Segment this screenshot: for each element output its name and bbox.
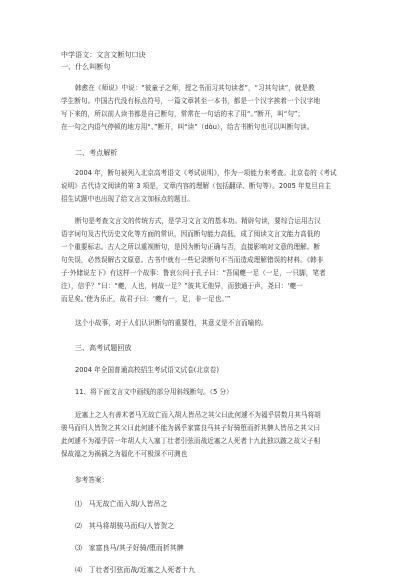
passage-line: 近塞上之人有善术者马无故亡而入胡人皆吊之其父曰此何遽不为福乎居数月其马将胡 [75,411,321,419]
section-1-line: 写下来的，所以前人读书都是自己断句，常常在一句话的末了用“。”断开，叫“句”； [61,110,305,118]
section-1-line: 韩愈在《师说》中说：“彼童子之师，授之书而习其句读者”，“习其句读”，就是教 [75,84,315,92]
document-title: 中学语文：文言文断句口诀 [61,51,146,59]
passage-line: 保故福之为祸祸之为福化不可极深不可测也 [61,450,188,458]
answer-item [75,544,184,553]
answer-item [75,566,195,575]
section-2-para-1-line: 说明》古代诗文阅读的第 3 项是，文章内容的理解（包括翻译、断句等）。2005 年复旦自主 [61,182,332,190]
exam-question: 11、将下面文言文中画线的部分用斜线断句。（5 分） [75,388,233,396]
exam-title: 2004 年全国普通高校招生考试语文试卷(北京卷) [75,366,219,374]
answer-number: ⑴ [75,500,82,508]
section-1-line: 学生断句。中国古代没有标点符号，一篇文章甚至一本书，都是一个汉字挨着一个汉字地 [61,97,321,105]
answer-text: 家富良马/其子好骑/堕而折其髀 [88,544,184,552]
answer-text: 其马将胡骏马而归/人皆贺之 [88,522,175,530]
section-2-para-1-line: 2004 年，断句被列入北京高考语文《考试说明》，作为一项能力来考查。北京卷的《考试 [75,169,337,177]
section-2-para-2-line: 断句是考查文言文的传统方式，是学习文言文的基本功。精辟句读，要综合运用古汉 [75,217,321,225]
section-1-heading: 一、什么叫断句 [61,63,111,71]
answer-text: 马无故亡而入胡/人皆吊之 [88,500,168,508]
section-2-para-2-line: 句失误，必然误解古文原意。古书中就有一些记录断句不当而造成理解错误的材料。《韩非 [61,256,324,264]
section-3-heading: 三、高考试题回放 [75,344,132,352]
section-2-para-2-line: 子·外储说左下》有这样一个故事：鲁哀公问于孔子曰：“吾闻夔一足（一足，一只脚，笔者 [61,269,326,277]
answer-text: 丁壮者引弦而战/近塞之人死者十九 [88,566,196,574]
section-2-para-2-line: 而足矣。’使为乐正，故君子曰：‘夔有一，足，非一足也。’” [61,295,231,303]
answer-number: ⑵ [75,522,82,530]
section-2-heading: 二、考点解析 [75,149,118,157]
section-2-para-1-line: 招生试题中也出现了给文言文加标点的题目。 [61,195,194,203]
section-1-line: 在一句之内语气停顿的地方用“、”断开，叫“读”（dòu），给古书断句也可以叫断句读。 [61,123,314,131]
answer-item [75,500,167,509]
section-2-para-2-line: 语字词句及古代历史文化等方面的常识，因而断句能力高低，成了阅读文言文能力高低的 [61,230,321,238]
answer-number: ⑶ [75,544,82,552]
section-2-para-2-line: 一个重要标志。古人之所以重视断句，是因为断句正确与否，直接影响对文意的理解。断 [61,243,321,251]
answer-number: ⑷ [75,566,82,574]
answer-heading: 参考答案： [75,476,109,484]
passage-line: 骏马而归人皆贺之其父曰此何遽不能为祸乎家富良马其子好骑堕而折其髀人皆吊之其父曰 [61,424,321,432]
section-2-para-2-line: 注），信乎？”曰：“夔，人也，何故一足？”彼其无他异，而独通于声，尧曰：‘夔一 [61,282,303,290]
answer-item [75,522,174,531]
passage-line: 此何遽不为福乎居一年胡人大入塞丁壮者引弦而战近塞之人死者十九此独以跛之故父子相 [61,437,321,445]
section-2-para-3: 这个小故事，对于人们认识断句的重要性，其意义是不言而喻的。 [75,319,268,327]
